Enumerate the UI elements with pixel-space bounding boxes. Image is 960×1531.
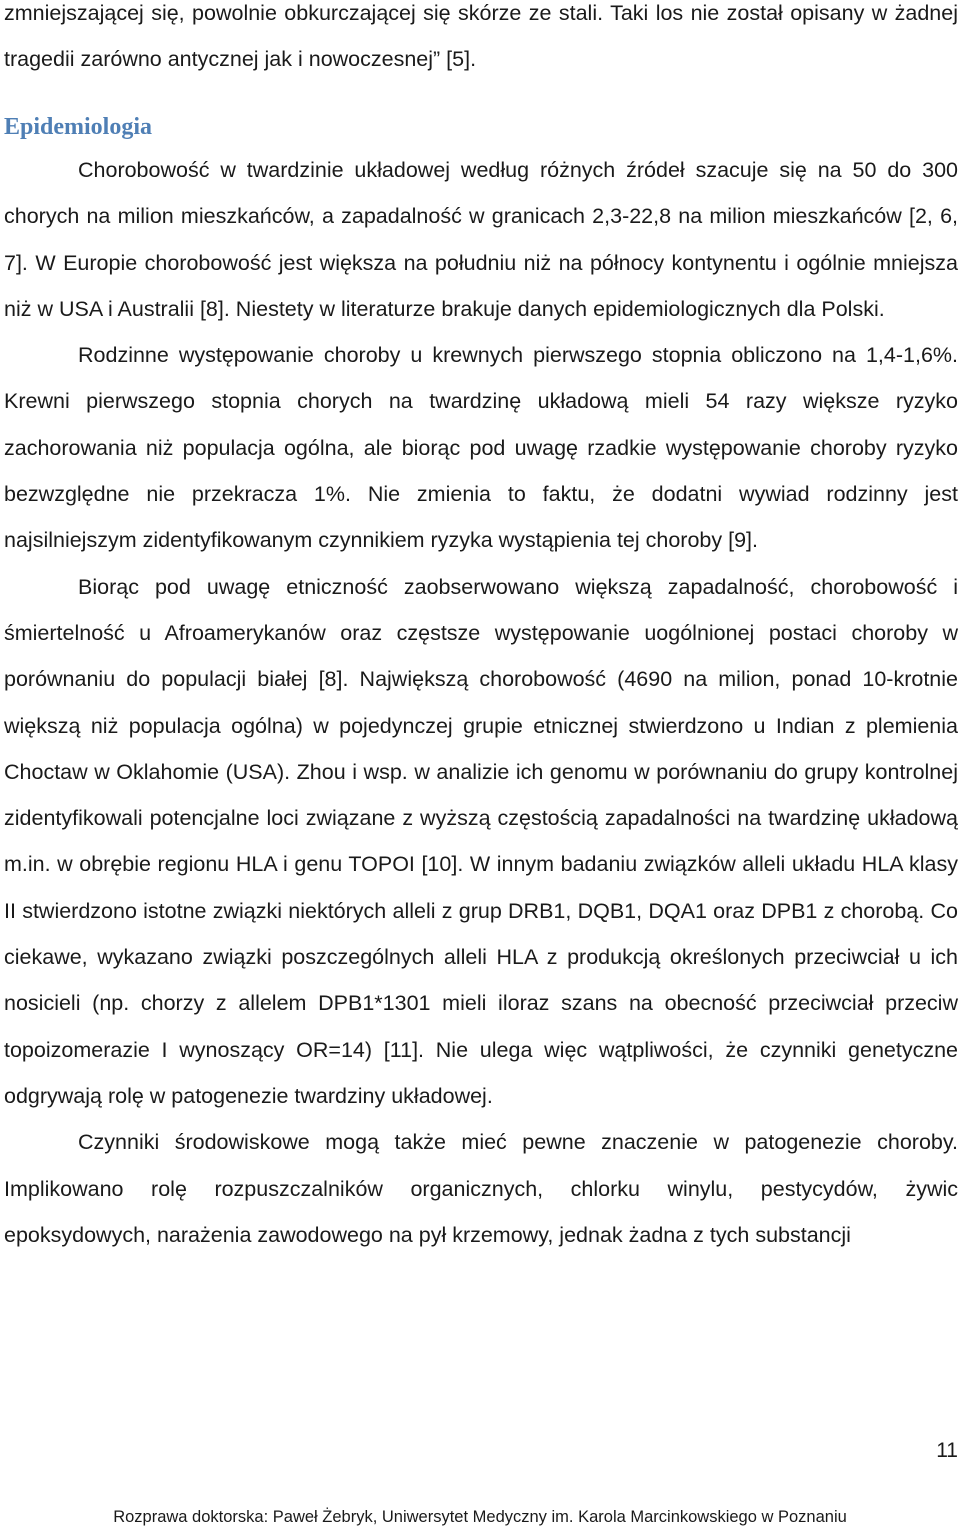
page-footer: Rozprawa doktorska: Paweł Żebryk, Uniwersytet Medyczny im. Karola Marcinkowskiego w Poznaniu bbox=[113, 1508, 847, 1526]
body-text-block bbox=[4, 147, 958, 1258]
paragraph-family-occurrence: Rodzinne występowanie choroby u krewnych pierwszego stopnia obliczono na 1,4-1,6%. Krewni pierwszego stopnia chorych na twardzinę układową mieli 54 razy większe ryzyko zachorowania niż populacja ogólna, ale biorąc pod uwagę rzadkie występowanie choroby ryzyko bezwzględne nie przekracza 1%. Nie zmienia to faktu, że dodatni wywiad rodzinny jest najsilniejszym zidentyfikowanym czynnikiem ryzyka wystąpienia tej choroby [9]. bbox=[4, 343, 958, 553]
section-heading: Epidemiologia bbox=[4, 114, 153, 140]
paragraph-prevalence: Chorobowość w twardzinie układowej według różnych źródeł szacuje się na 50 do 300 chorych na milion mieszkańców, a zapadalność w granicach 2,3-22,8 na milion mieszkańców [2, 6, 7]. W Europie chorobowość jest większa na południu niż na północy kontynentu i ogólnie mniejsza niż w USA i Australii [8]. Niestety w literaturze brakuje danych epidemiologicznych dla Polski. bbox=[4, 158, 958, 321]
page-number: 11 bbox=[936, 1439, 958, 1462]
paragraph-environmental-factors: Czynniki środowiskowe mogą także mieć pewne znaczenie w patogenezie choroby. Implikowano rolę rozpuszczalników organicznych, chlorku winylu, pestycydów, żywic epoksydowych, narażenia zawodowego na pył krzemowy, jednak żadna z tych substancji bbox=[4, 1130, 958, 1247]
intro-text-block bbox=[4, 0, 958, 83]
intro-continuation-paragraph: zmniejszającej się, powolnie obkurczającej się skórze ze stali. Taki los nie został opisany w żadnej tragedii zarówno antycznej jak i nowoczesnej” [5]. bbox=[4, 1, 958, 72]
paragraph-ethnicity: Biorąc pod uwagę etniczność zaobserwowano większą zapadalność, chorobowość i śmiertelność u Afroamerykanów oraz częstsze występowanie uogólnionej postaci choroby w porównaniu do populacji białej [8]. Największą chorobowość (4690 na milion, ponad 10-krotnie większą niż populacja ogólna) w pojedynczej grupie etnicznej stwierdzono u Indian z plemienia Choctaw w Oklahomie (USA). Zhou i wsp. w analizie ich genomu w porównaniu do grupy kontrolnej zidentyfikowali potencjalne loci związane z wyższą częstością zapadalności na twardzinę układową m.in. w obrębie regionu HLA i genu TOPOI [10]. W innym badaniu związków alleli układu HLA klasy II stwierdzono istotne związki niektórych alleli z grup DRB1, DQB1, DQA1 oraz DPB1 z chorobą. Co ciekawe, wykazano związki poszczególnych alleli HLA z produkcją określonych przeciwciał u ich nosicieli (np. chorzy z allelem DPB1*1301 mieli iloraz szans na obecność przeciwciał przeciw topoizomerazie I wynoszący OR=14) [11]. Nie ulega więc wątpliwości, że czynniki genetyczne odgrywają rolę w patogenezie twardziny układowej. bbox=[4, 574, 958, 1108]
